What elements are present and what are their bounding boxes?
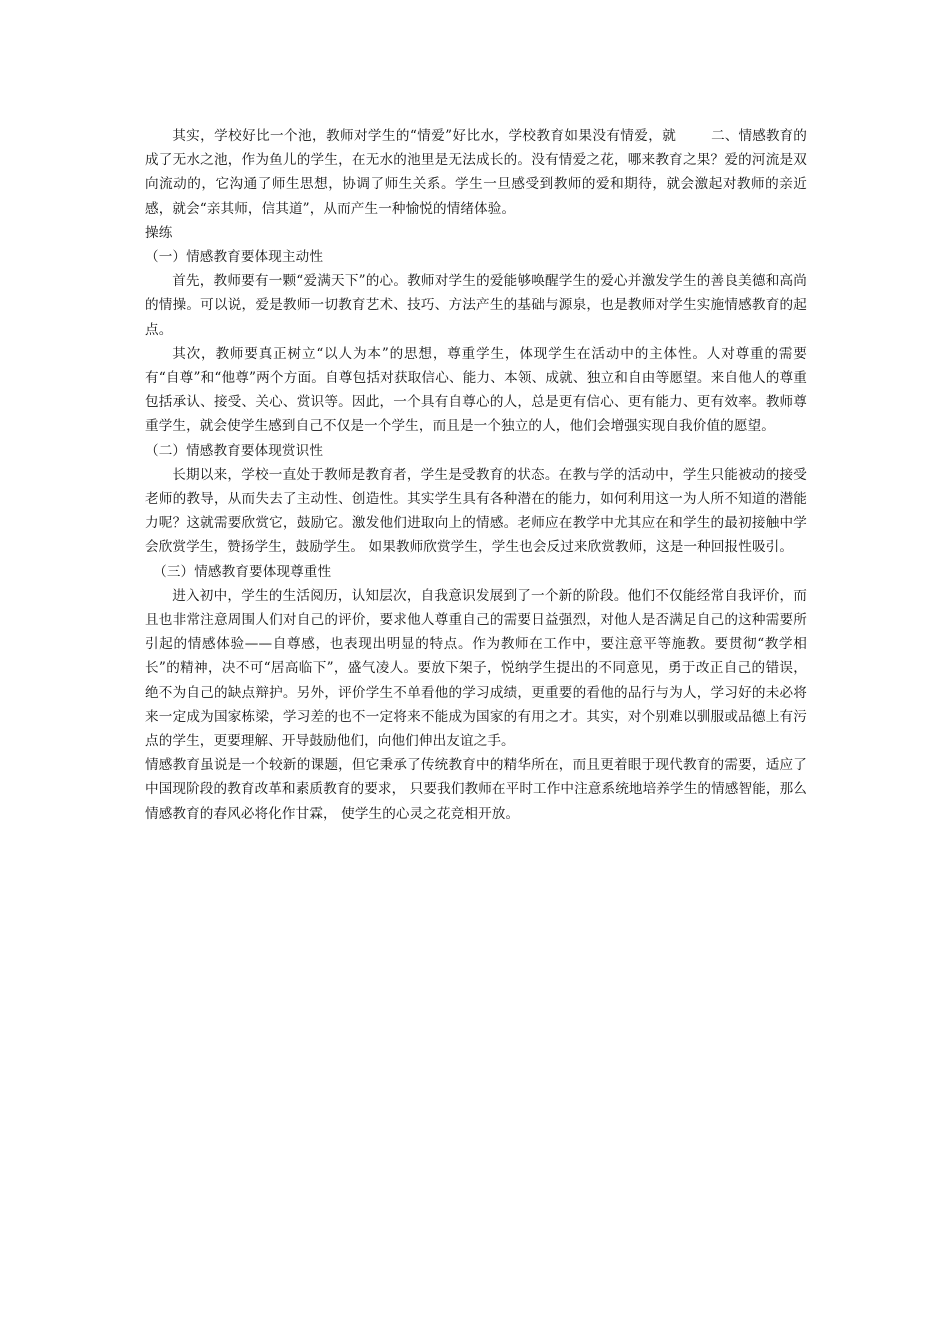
subsection3-heading: （三）情感教育要体现尊重性: [153, 563, 332, 580]
subsection2-paragraph1: 长期以来，学校一直处于教师是教育者，学生是受教育的状态。在教与学的活动中，学生只能被动的接受老师的教导，从而失去了主动性、创造性。其实学生具有各种潜在的能力，如何利用这一为人所不知道的潜能力呢？这就需要欣赏它，鼓励它。激发他们进取向上的情感。老师应在教学中尤其应在和学生的最初接触中学会欣赏学生，赞扬学生，鼓励学生。 如果教师欣赏学生，学生也会反过来欣赏教师，这是一种回报性吸引。: [145, 466, 807, 556]
document-body: [145, 124, 807, 826]
subsection2-heading: （二）情感教育要体现赏识性: [145, 442, 324, 459]
section2-title-part1: 二、情感教育的: [711, 128, 807, 144]
subsection1-paragraph2: 其次，教师要真正树立“以人为本”的思想，尊重学生，体现学生在活动中的主体性。人对尊重的需要有“自尊”和“他尊”两个方面。自尊包括对获取信心、能力、本领、成就、独立和自由等愿望。来自他人的尊重包括承认、接受、关心、赏识等。因此，一个具有自尊心的人，总是更有信心、更有能力、更有效率。教师尊重学生，就会使学生感到自己不仅是一个学生，而且是一个独立的人，他们会增强实现自我价值的愿望。: [145, 345, 807, 435]
conclusion-paragraph: 情感教育虽说是一个较新的课题，但它秉承了传统教育中的精华所在，而且更着眼于现代教育的需要，适应了中国现阶段的教育改革和素质教育的要求， 只要我们教师在平时工作中注意系统地培养学生的情感智能，那么情感教育的春风必将化作甘霖， 使学生的心灵之花竞相开放。: [145, 757, 807, 822]
section2-title-part2: 操练: [145, 224, 173, 241]
subsection1-heading: （一）情感教育要体现主动性: [145, 249, 324, 266]
subsection1-paragraph1: 首先，教师要有一颗“爱满天下”的心。教师对学生的爱能够唤醒学生的爱心并激发学生的善良美德和高尚的情操。可以说，爱是教师一切教育艺术、技巧、方法产生的基础与源泉，也是教师对学生实施情感教育的起点。: [145, 273, 807, 338]
intro-text: 其实，学校好比一个池，教师对学生的“情爱”好比水，学校教育如果没有情爱，就成了无水之池，作为鱼儿的学生，在无水的池里是无法成长的。没有情爱之花，哪来教育之果？爱的河流是双向流动的，它沟通了师生思想，协调了师生关系。学生一旦感受到教师的爱和期待，就会激起对教师的亲近感，就会“亲其师，信其道”，从而产生一种愉悦的情绪体验。: [145, 128, 807, 217]
intro-paragraph: [145, 124, 807, 221]
subsection3-paragraph1: 进入初中，学生的生活阅历，认知层次，自我意识发展到了一个新的阶段。他们不仅能经常自我评价，而且也非常注意周围人们对自己的评价，要求他人尊重自己的需要日益强烈，对他人是否满足自己的这种需要所引起的情感体验——自尊感，也表现出明显的特点。作为教师在工作中，要注意平等施教。要贯彻“教学相长”的精神，决不可“居高临下”，盛气凌人。要放下架子，悦纳学生提出的不同意见，勇于改正自己的错误，绝不为自己的缺点辩护。另外，评价学生不单看他的学习成绩，更重要的看他的品行与为人，学习好的未必将来一定成为国家栋梁，学习差的也不一定将来不能成为国家的有用之才。其实，对个别难以驯服或品德上有污点的学生，更要理解、开导鼓励他们，向他们伸出友谊之手。: [145, 587, 807, 750]
